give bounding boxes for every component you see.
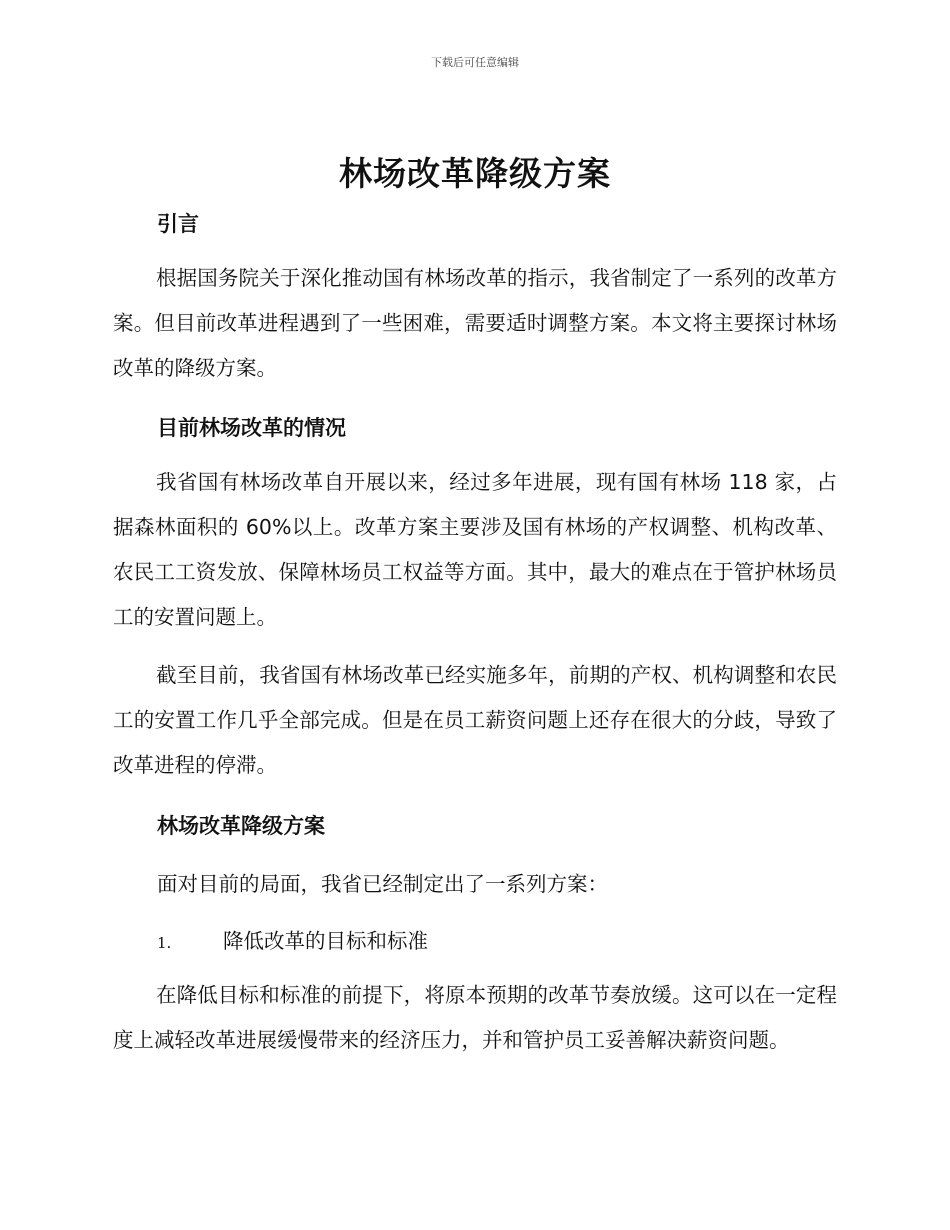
header-note: 下载后可任意编辑: [431, 56, 519, 69]
document-title: 林场改革降级方案: [339, 154, 611, 193]
status-paragraph-2: 截至目前，我省国有林场改革已经实施多年，前期的产权、机构调整和农民工的安置工作几乎全部完成。但是在员工薪资问题上还存在很大的分歧，导致了改革进程的停滞。: [113, 663, 837, 777]
status-heading: 目前林场改革的情况: [157, 416, 346, 440]
list-item: [157, 924, 428, 954]
plan-intro: 面对目前的局面，我省已经制定出了一系列方案：: [157, 872, 608, 896]
list-item-text: 降低改革的目标和标准: [223, 929, 428, 953]
intro-heading: 引言: [157, 212, 199, 236]
status-paragraph-1: 我省国有林场改革自开展以来，经过多年进展，现有国有林场 118 家，占据森林面积的 60%以上。改革方案主要涉及国有林场的产权调整、机构改革、农民工工资发放、保障林场员工权益等方面。其中，最大的难点在于管护林场员工的安置问题上。: [113, 470, 837, 629]
list-item-number: 1.: [157, 934, 172, 952]
plan-heading: 林场改革降级方案: [157, 814, 325, 838]
intro-paragraph: 根据国务院关于深化推动国有林场改革的指示，我省制定了一系列的改革方案。但目前改革进程遇到了一些困难，需要适时调整方案。本文将主要探讨林场改革的降级方案。: [113, 266, 837, 380]
list-item-paragraph: 在降低目标和标准的前提下，将原本预期的改革节奏放缓。这可以在一定程度上减轻改革进展缓慢带来的经济压力，并和管护员工妥善解决薪资问题。: [113, 983, 837, 1052]
